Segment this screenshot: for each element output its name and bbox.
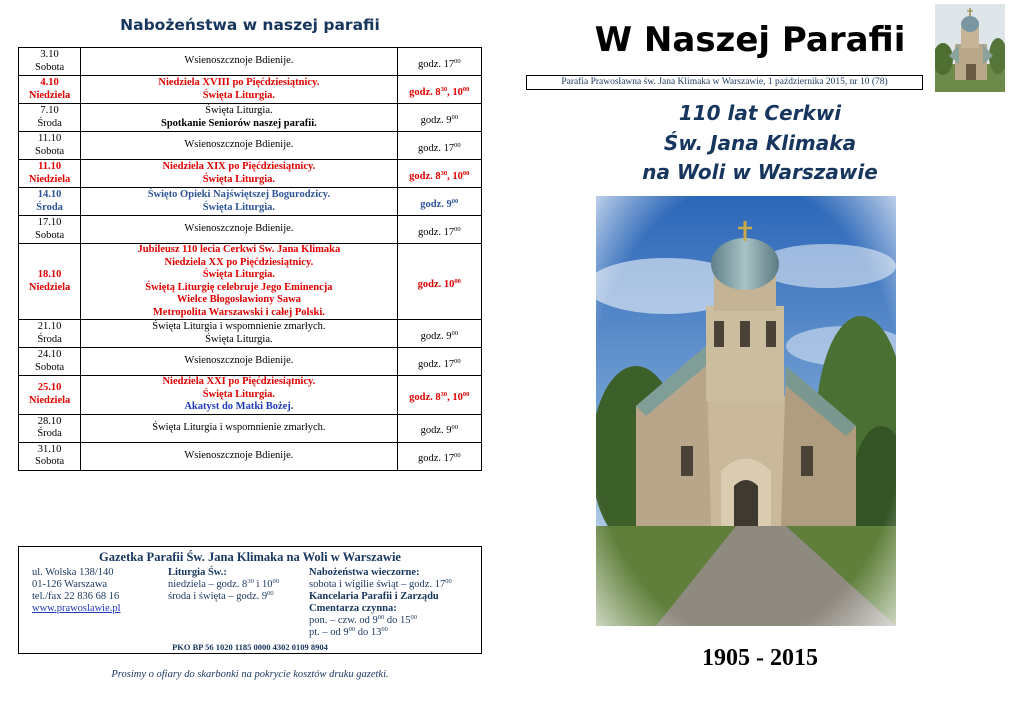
schedule-day: Środa [37,333,62,345]
schedule-date-cell [19,216,81,244]
address-column [32,567,121,615]
schedule-time-part: godz. 8 [409,86,441,98]
schedule-time-cell [397,414,481,442]
schedule-body [19,48,482,471]
headline-line-1: 110 lat Cerkwi [678,101,842,125]
schedule-day: Sobota [35,361,65,373]
schedule-time-part: godz. 9 [420,198,452,210]
schedule-time-part: 00 [451,424,458,432]
schedule-description-line: Święta Liturgia i wspomnienie zmarłych. [152,421,326,433]
schedule-row [19,442,482,470]
schedule-time-part: , 10 [447,392,463,403]
schedule-date: 31.10 [37,443,62,455]
schedule-date: 3.10 [40,49,59,60]
schedule-description-cell [81,104,397,132]
schedule-time-part: godz. 9 [420,330,452,342]
schedule-description-line: Wsienoszcznoje Bdienije. [184,223,294,235]
schedule-description-cell [81,244,397,320]
schedule-description-line: Wsienoszcznoje Bdienije. [184,139,294,151]
schedule-time-part: 00 [451,329,458,337]
schedule-day: Niedziela [28,173,71,185]
phone: tel./fax 22 836 68 16 [32,591,120,602]
schedule-date: 17.10 [37,217,62,228]
schedule-day: Środa [36,201,63,213]
schedule-time-part: 30 [440,85,448,93]
schedule-time-part: godz. 9 [420,425,452,437]
schedule-date: 11.10 [37,133,62,144]
schedule-time-part: godz. 8 [409,170,441,182]
schedule-date-cell [19,414,81,442]
schedule-description-line: Niedziela XX po Pięćdziesiątnicy. [164,256,314,268]
schedule-time-cell [397,76,481,104]
schedule-description-line: Święta Liturgia. [202,269,276,280]
schedule-time-cell [397,104,481,132]
office-column [309,567,452,639]
schedule-description-line: Jubileusz 110 lecia Cerkwi Św. Jana Klimaka [137,244,341,255]
schedule-row [19,320,482,348]
website-link[interactable]: www.prawoslawie.pl [32,603,121,614]
schedule-time-cell [397,348,481,376]
schedule-description-line: Święta Liturgia. [202,173,276,185]
schedule-time-part: 00 [454,141,461,149]
schedule-time-part: 00 [454,452,461,460]
cemetery-hours-weekday: pon. – czw. od $9^{00}$ do $15^{00}$ [309,614,417,626]
schedule-date: 7.10 [40,105,59,116]
newsletter-title: W Naszej Parafii [594,20,906,60]
schedule-time-part: godz. 17 [417,226,455,238]
schedule-date-cell [19,76,81,104]
schedule-description-cell [81,160,397,188]
schedule-row [19,414,482,442]
info-title: Gazetka Parafii Św. Jana Klimaka na Woli w Warszawie [99,550,401,564]
schedule-day: Sobota [35,61,65,73]
schedule-row [19,188,482,216]
anniversary-years: 1905 - 2015 [702,645,818,671]
schedule-time-cell [397,376,481,415]
schedule-time-part: 00 [454,277,461,285]
schedule-time-cell [397,132,481,160]
evening-line: sobota i wigilie świąt – godz. $17^{00}$ [309,578,452,590]
schedule-description-line: Święta Liturgia. [202,201,276,213]
schedule-date-cell [19,132,81,160]
church-photo [596,196,896,626]
schedule-day: Niedziela [28,89,71,101]
schedule-description-line: Akatyst do Matki Bożej. [184,401,294,412]
schedule-time-part: 30 [440,169,448,177]
schedule-row [19,376,482,415]
headline-line-2: Św. Jana Klimaka [663,131,857,155]
schedule-description-line: Spotkanie Seniorów naszej parafii. [161,117,317,129]
schedule-time-cell [397,244,481,320]
schedule-description-cell [81,216,397,244]
schedule-description-cell [81,188,397,216]
schedule-row [19,348,482,376]
liturgy-column [168,567,279,603]
schedule-date-cell [19,320,81,348]
schedule-description-line: Niedziela XXI po Pięćdziesiątnicy. [162,376,316,387]
schedule-row [19,104,482,132]
schedule-time-part: godz. 9 [420,114,452,126]
schedule-date: 28.10 [37,415,62,427]
schedule-date: 21.10 [37,321,62,332]
schedule-row [19,132,482,160]
schedule-time-part: 00 [451,197,459,205]
schedule-date-cell [19,104,81,132]
schedule-day: Środa [37,428,62,439]
schedule-day: Sobota [35,229,65,241]
schedule-description-cell [81,376,397,415]
schedule-time-part: 30 [440,391,448,398]
schedule-description-line: Wsienoszcznoje Bdienije. [184,55,294,67]
schedule-time-part: 00 [454,57,461,65]
schedule-description-cell [81,320,397,348]
issue-subtitle: Parafia Prawosławna św. Jana Klimaka w Warszawie, 1 października 2015, nr 10 (78) [526,75,923,90]
schedule-date-cell [19,160,81,188]
schedule-date-cell [19,244,81,320]
liturgy-sunday: niedziela – godz. $8^{30}$ i $10^{00}$ [168,578,279,590]
footer-note: Prosimy o ofiary do skarbonki na pokrycie kosztów druku gazetki. [111,669,389,680]
schedule-row [19,216,482,244]
schedule-table [18,47,482,471]
cemetery-hours-friday: pt. – od $9^{00}$ do $13^{00}$ [309,626,388,638]
schedule-time-part: 00 [454,357,461,365]
schedule-date-cell [19,348,81,376]
office-header: Kancelaria Parafii i Zarządu [309,591,439,602]
schedule-description-line: Świętą Liturgię celebruje Jego Eminencja [145,281,333,293]
schedule-date: 25.10 [37,382,62,394]
schedule-description-cell [81,132,397,160]
schedule-row [19,244,482,320]
address-street: ul. Wolska 138/140 [32,567,114,578]
schedule-time-cell [397,48,481,76]
cemetery-header: Cmentarza czynna: [309,603,397,614]
schedule-day: Środa [37,117,62,129]
schedule-date: 11.10 [38,161,62,172]
schedule-time-part: , 10 [447,86,463,98]
schedule-description-line: Święta Liturgia i wspomnienie zmarłych. [152,321,326,332]
evening-header: Nabożeństwa wieczorne: [309,567,420,578]
schedule-date: 14.10 [37,189,62,200]
schedule-description-cell [81,442,397,470]
schedule-description-line: Wielce Błogosławiony Sawa [176,294,301,305]
schedule-time-part: , 10 [447,170,463,182]
schedule-description-line: Metropolita Warszawski i całej Polski. [152,306,325,318]
schedule-row [19,76,482,104]
schedule-date: 24.10 [37,349,62,360]
schedule-time-part: 00 [462,169,470,177]
church-thumbnail-image [935,4,1005,92]
schedule-day: Sobota [35,456,65,467]
schedule-day: Niedziela [28,281,71,293]
bank-account: PKO BP 56 1020 1185 0000 4302 0109 8904 [172,642,328,652]
schedule-time-part: 00 [462,391,470,398]
schedule-description-line: Święta Liturgia. [205,333,273,345]
schedule-description-line: Wsienoszcznoje Bdienije. [184,355,294,367]
schedule-description-line: Wsienoszcznoje Bdienije. [184,449,294,461]
schedule-time-part: godz. 10 [417,278,455,290]
schedule-time-cell [397,442,481,470]
schedule-description-cell [81,414,397,442]
liturgy-header: Liturgia Św.: [168,567,227,578]
schedule-description-line: Niedziela XIX po Pięćdziesiątnicy. [162,161,316,172]
schedule-description-line: Święta Liturgia. [202,89,276,101]
schedule-description-line: Święta Liturgia. [205,105,273,116]
schedule-date-cell [19,188,81,216]
schedule-date-cell [19,48,81,76]
schedule-description-cell [81,48,397,76]
schedule-description-line: Niedziela XVIII po Pięćdziesiątnicy. [158,77,320,88]
schedule-time-cell [397,160,481,188]
schedule-time-part: 00 [462,85,470,93]
schedule-time-part: 00 [454,225,461,233]
schedule-time-part: godz. 17 [417,453,455,465]
schedule-row [19,48,482,76]
schedule-title: Nabożeństwa w naszej parafii [120,16,380,34]
schedule-time-part: godz. 17 [417,142,455,154]
headline-line-3: na Woli w Warszawie [642,160,878,184]
schedule-row [19,160,482,188]
schedule-time-cell [397,188,481,216]
parish-info-box [18,546,482,654]
schedule-description-cell [81,76,397,104]
schedule-date: 4.10 [40,77,59,88]
schedule-time-part: godz. 17 [417,58,455,70]
schedule-time-cell [397,216,481,244]
schedule-day: Niedziela [28,394,71,406]
schedule-description-cell [81,348,397,376]
schedule-time-cell [397,320,481,348]
schedule-time-part: godz. 8 [409,392,441,403]
schedule-time-part: godz. 17 [417,358,455,370]
address-city: 01-126 Warszawa [32,579,108,590]
schedule-date-cell [19,442,81,470]
schedule-description-line: Święta Liturgia. [202,388,276,400]
schedule-time-part: 00 [451,113,458,121]
schedule-description-line: Święto Opieki Najświętszej Bogurodzicy. [147,189,331,200]
schedule-date-cell [19,376,81,415]
liturgy-weekday: środa i święta – godz. $9^{00}$ [168,590,274,602]
schedule-date: 18.10 [37,269,62,280]
schedule-day: Sobota [35,145,65,157]
